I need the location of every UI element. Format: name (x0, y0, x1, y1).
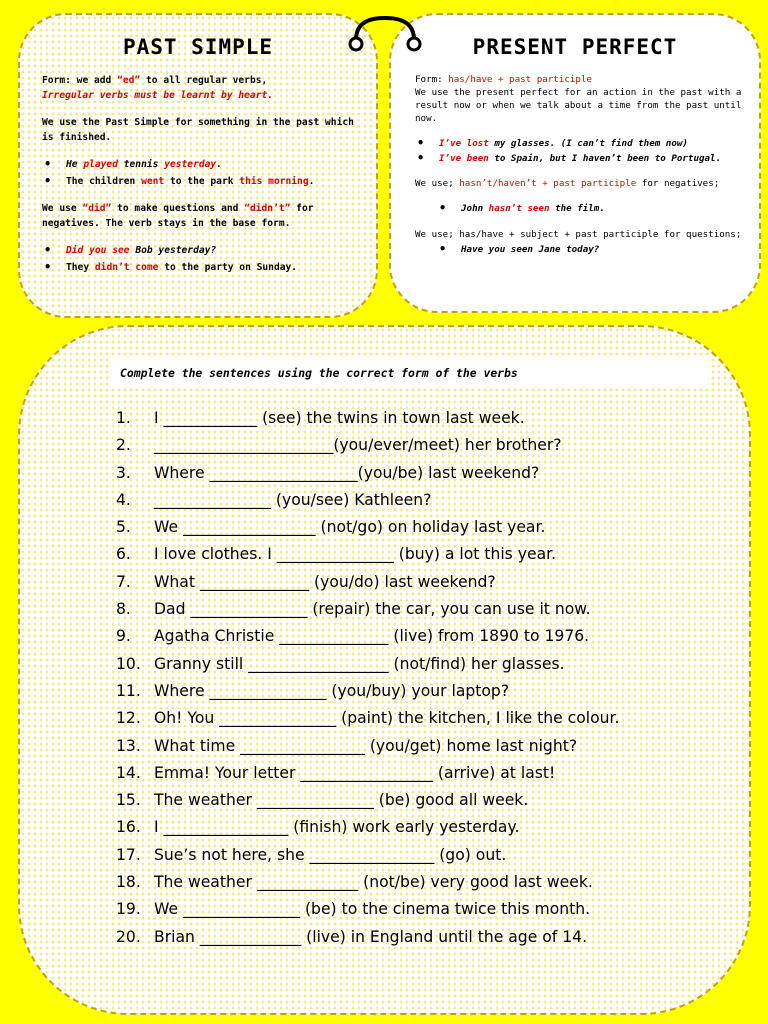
exercise-number: 11. (116, 681, 141, 700)
exercise-list (116, 405, 620, 951)
exercise-sentence: The weather _____________ (not/be) very good last week. (154, 873, 593, 892)
exercise-sentence: Sue’s not here, she ________________ (go) out. (154, 845, 507, 864)
exercise-item (116, 842, 620, 869)
present-perfect-negatives: We use; hasn’t/haven’t + past participle for negatives; (415, 178, 720, 189)
present-perfect-body: Form: has/have + past participle We use the present perfect for an action in the past with a result now or when we talk about a time from the past until now. • I’ve lost my glasses. (I can’t find them now) • I’ve been to Spain, but I haven’t been to Portugal. We use; hasn’t/haven’t + past participle for negatives; • John hasn’t seen the film. We use; has/have + subject + past participle for questions; • Have you seen Jane today? (415, 73, 750, 268)
list-item: • Have you seen Jane today? (415, 243, 750, 256)
exercise-number: 1. (116, 409, 131, 427)
past-simple-usage: We use the Past Simple for something in the past which is finished. (42, 117, 354, 143)
past-simple-examples (42, 157, 360, 189)
exercise-item (116, 787, 620, 814)
list-item: • Did you see Bob yesterday? (42, 243, 360, 258)
exercise-sentence: What ______________ (you/do) last weekend? (154, 572, 496, 591)
exercise-number: 13. (116, 736, 141, 755)
exercise-sentence: I ________________ (finish) work early yesterday. (154, 818, 520, 837)
exercise-sentence: What time ________________ (you/get) home last night? (154, 736, 578, 755)
past-simple-body: Form: we add “ed” to all regular verbs, Irregular verbs must be learnt by heart. We use the Past Simple for something in the past which is finished. • He played tennis yesterday. • The children went to the park this morning. We use “did” to make questions and “didn’t” for negatives. The verb stays in the base form. • Did you see Bob yesterday? • They didn’t come to the party on Sunday. (42, 73, 360, 287)
exercise-sentence: Agatha Christie ______________ (live) from 1890 to 1976. (154, 627, 590, 646)
exercise-sentence: The weather _______________ (be) good all week. (154, 791, 529, 810)
exercise-number: 12. (116, 709, 141, 728)
exercise-item (116, 623, 620, 650)
list-item: • John hasn’t seen the film. (415, 202, 750, 215)
exercise-sentence: I ____________ (see) the twins in town last week. (154, 409, 525, 427)
present-perfect-questions: We use; has/have + subject + past participle for questions; (415, 229, 742, 240)
exercise-item (116, 596, 620, 623)
exercise-number: 14. (116, 763, 141, 782)
exercise-number: 20. (116, 927, 141, 946)
exercise-item (116, 487, 620, 514)
exercise-item (116, 651, 620, 678)
exercise-sentence: Emma! Your letter _________________ (arrive) at last! (154, 763, 556, 782)
present-perfect-neg-example (415, 202, 750, 215)
exercise-number: 5. (116, 518, 131, 537)
exercise-number: 10. (116, 654, 141, 673)
exercise-instruction: Complete the sentences using the correct form of the verbs (110, 358, 708, 388)
past-simple-questions: We use “did” to make questions and “didn’t” for negatives. The verb stays in the base form. (42, 203, 314, 229)
exercise-item (116, 460, 620, 487)
exercise-sentence: Dad _______________ (repair) the car, you can use it now. (154, 600, 591, 619)
exercise-item (116, 733, 620, 760)
present-perfect-q-example (415, 243, 750, 256)
exercise-item (116, 678, 620, 705)
exercise-item (116, 760, 620, 787)
exercise-sentence: I love clothes. I _______________ (buy) a lot this year. (154, 545, 557, 564)
binder-hook-icon (340, 14, 430, 58)
past-simple-card (18, 13, 378, 318)
list-item: • I’ve lost my glasses. (I can’t find them now) (415, 137, 750, 150)
exercise-sentence: Granny still __________________ (not/find) her glasses. (154, 654, 565, 673)
exercise-item (116, 896, 620, 923)
exercise-number: 2. (116, 436, 131, 455)
exercise-number: 9. (116, 627, 131, 646)
exercise-sentence: Where _______________ (you/buy) your laptop? (154, 681, 510, 700)
exercise-item (116, 514, 620, 541)
exercise-sentence: Brian _____________ (live) in England until the age of 14. (154, 927, 588, 946)
exercise-number: 19. (116, 900, 141, 919)
list-item: • I’ve been to Spain, but I haven’t been to Portugal. (415, 152, 750, 165)
exercise-item (116, 405, 620, 432)
exercise-number: 3. (116, 463, 131, 482)
exercise-item (116, 924, 620, 951)
exercise-card (18, 325, 751, 1015)
present-perfect-card (389, 13, 761, 313)
exercise-sentence: We _________________ (not/go) on holiday last year. (154, 518, 546, 537)
form-label: Form: (42, 75, 71, 86)
exercise-item (116, 432, 620, 459)
exercise-number: 6. (116, 545, 131, 564)
exercise-sentence: We _______________ (be) to the cinema twice this month. (154, 900, 591, 919)
list-item: • The children went to the park this morning. (42, 174, 360, 189)
exercise-sentence: _______________________(you/ever/meet) her brother? (154, 436, 562, 455)
exercise-number: 8. (116, 600, 131, 619)
exercise-number: 4. (116, 490, 131, 509)
list-item: • He played tennis yesterday. (42, 157, 360, 172)
exercise-sentence: Where ___________________(you/be) last weekend? (154, 463, 540, 482)
exercise-item (116, 869, 620, 896)
exercise-item (116, 705, 620, 732)
exercise-item (116, 569, 620, 596)
exercise-number: 17. (116, 845, 141, 864)
exercise-item (116, 541, 620, 568)
present-perfect-examples (415, 137, 750, 165)
exercise-item (116, 814, 620, 841)
exercise-number: 16. (116, 818, 141, 837)
present-perfect-usage: We use the present perfect for an action in the past with a result now or when we talk about a time from the past until now. (415, 87, 742, 124)
past-simple-title: PAST SIMPLE (122, 35, 274, 59)
list-item: • They didn’t come to the party on Sunday. (42, 260, 360, 275)
irregular-note: Irregular verbs must be learnt by heart. (42, 90, 274, 101)
exercise-number: 15. (116, 791, 141, 810)
exercise-number: 18. (116, 873, 141, 892)
past-simple-qa (42, 243, 360, 275)
exercise-sentence: _______________ (you/see) Kathleen? (154, 490, 432, 509)
present-perfect-title: PRESENT PERFECT (472, 35, 678, 59)
exercise-number: 7. (116, 572, 131, 591)
exercise-sentence: Oh! You _______________ (paint) the kitchen, I like the colour. (154, 709, 620, 728)
